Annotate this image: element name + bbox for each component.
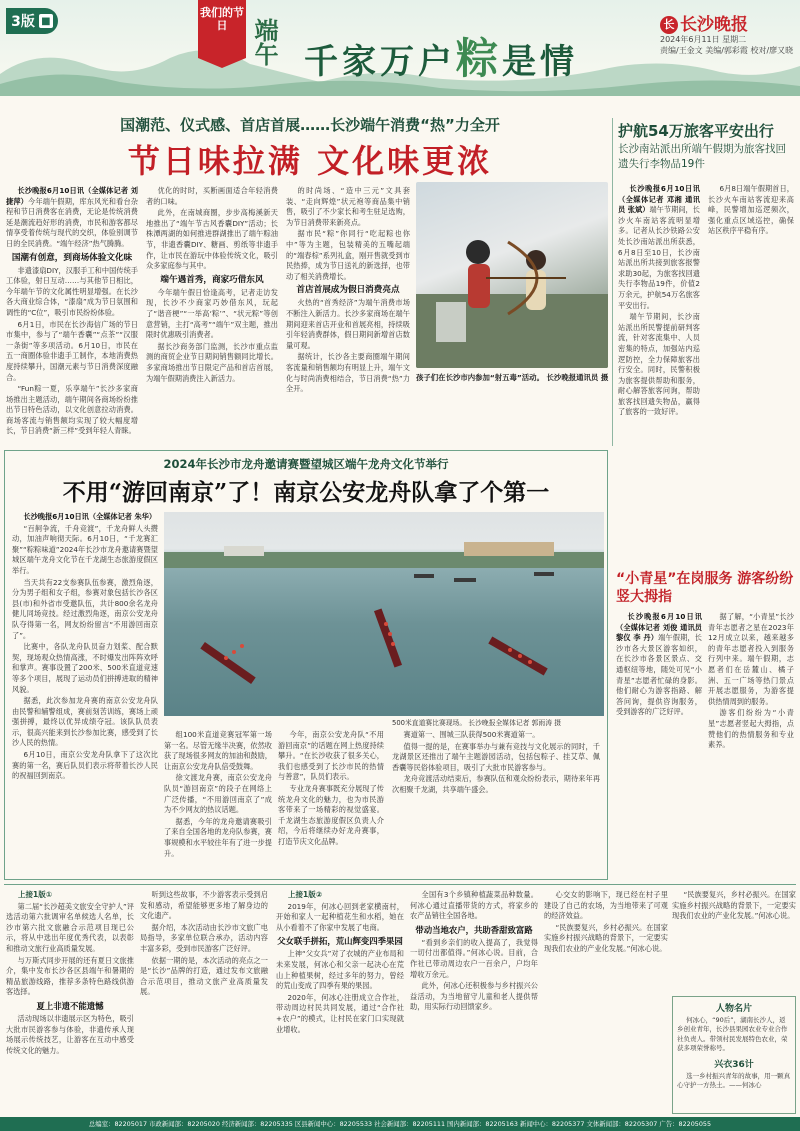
page-number-badge xyxy=(6,8,58,34)
story1-subhead-3: 首店首展成为假日消费亮点 xyxy=(296,285,400,296)
page-number: 3版 xyxy=(11,14,35,30)
festival-tag: 我们的节日 xyxy=(198,0,246,58)
masthead xyxy=(0,0,800,96)
right-story2-column-1 xyxy=(616,612,702,878)
story1-paragraph: 据统计，长沙各主要商圈端午期间客流量和销售额均有明显上升，端午文化与时尚消费相结合，节日消费“热”力全开。 xyxy=(286,352,410,394)
bottom-paragraph: “民族要复兴，乡村必振兴。在国家实施乡村振兴战略的背景下，一定要实现我们农业的产业化发展。”何冰心说。 xyxy=(672,890,796,921)
newspaper-logo xyxy=(660,10,748,35)
bottom-paragraph: 上神“父女兵”对了衣城的产业布局和未来发展，何冰心和父亲一起决心在荒山上种植果树，经过多年的努力，曾经的荒山变成了四季有果的果园。 xyxy=(276,949,404,991)
right-story1-paragraph: 端午节期间，长沙火车南站客流明显增多。记者从长沙铁路公安处长沙南站派出所获悉，6月8日至10日，长沙南站派出所共接到旅客报警求助30起，为旅客找回遗失行李物品19件，价值2万余元，护航54万名旅客平安出行。 xyxy=(618,205,700,310)
bottom-paragraph: 全国有3个乡镇种植蔬菜品种数量。何冰心通过直播带货的方式，将家乡的农产品销往全国各地。 xyxy=(410,890,538,921)
dragon-dateline: 长沙晚报6月10日讯（全媒体记者 朱华） xyxy=(23,512,157,521)
profile-text: 何冰心，“90后”，湖南长沙人，返乡创业青年，长沙县果园农业专业合作社负责人。带领村民发展特色农业，荣获多项荣誉称号。 xyxy=(677,1016,788,1053)
banner-title-c: 是情 xyxy=(502,42,579,82)
bottom-subhead: 夏上非遗不能遗憾 xyxy=(36,1000,104,1011)
bottom-paragraph: 据介绍，本次活动由长沙市文旅广电局指导，多家单位联合承办，活动内容丰富多彩，受到市民游客广泛好评。 xyxy=(140,922,268,953)
story1-paragraph: 据长沙商务部门监测，长沙市重点监测的商贸企业节日期间销售额同比增长。多家商场推出节日限定产品和首店首展，为端午假期消费注入新活力。 xyxy=(146,341,278,383)
dragon-photo-caption: 500米直道赛比赛现场。 长沙晚报全媒体记者 郭雨涛 摄 xyxy=(392,719,561,727)
dragon-paragraph: 当天共有22支参赛队伍参赛，激烈角逐，分为男子组和女子组，参赛对象包括长沙各区县(市)和外省市受邀队伍，共计800余名龙舟健儿同场竞技。经过激烈角逐，南京公安龙舟队夺得第一名，网友纷纷留言“不用游回南京了”。 xyxy=(12,577,158,640)
column-divider xyxy=(612,118,613,446)
story1-paragraph: 火热的“首秀经济”为端午消费市场不断注入新活力。长沙多家商场在端午期间迎来首店开业和首展亮相，持续吸引年轻消费群体，假日期间新增首店数量可观。 xyxy=(286,298,410,350)
bottom-column-3 xyxy=(276,890,404,1114)
children-archery-photo xyxy=(416,182,608,368)
right-story1-paragraph: 端午节期间，长沙南站派出所民警提前研判客流，针对客流集中、人员密集的特点，加强站内巡逻防控，全力保障旅客出行安全。同时，民警积极为旅客提供帮助和服务，耐心解答旅客问询，帮助旅客找回遗失物品，赢得了旅客的一致好评。 xyxy=(618,312,700,417)
dragon-boat-race-photo xyxy=(164,512,604,716)
photo-caption: 孩子们在长沙市内参加“射五毒”活动。 长沙晚报通讯员 摄 xyxy=(416,373,609,382)
story1-paragraph: 优化的时时，买断画面适合年轻消费者的口味。 xyxy=(146,186,278,206)
bottom-paragraph: 活动现场以非遗展示区为特色，吸引大批市民游客参与体验，非遗传承人现场展示传统技艺，让游客在互动中感受传统文化的魅力。 xyxy=(6,1013,134,1055)
dragon-paragraph: “百舸争流，千舟竞渡”，千龙舟鲜人头攒动，加油声响彻天际。6月10日，“千龙赛汇聚”“粽粽味道”2024年长沙市龙舟邀请赛暨望城区端午龙舟文化节在千龙湖生态旅游度假区举行。 xyxy=(12,523,158,575)
story1-dateline: 长沙晚报6月10日讯（全媒体记者 刘捷萍） xyxy=(6,186,138,206)
right-story1-subheadline: 长沙南站派出所端午假期为旅客找回遗失行李物品19件 xyxy=(618,143,786,170)
right-story2-paragraph: 端午假期，长沙市各大景区游客如织，在长沙市各景区景点、交通枢纽等地，随处可见“小青星”志愿者忙碌的身影。他们耐心为游客指路、解答问询，提供咨询服务，受到游客的广泛好评。 xyxy=(616,633,702,717)
dragon-paragraph: 龙舟竞渡活动结束后，参赛队伍和观众纷纷表示，期待来年再次相聚千龙湖，共享端午盛会。 xyxy=(392,774,600,794)
dragon-paragraph: 徐文渡龙舟赛，南京公安龙舟队员“游回南京”的段子在网络上广泛传播，“不用游回南京了”成为不少网友的热议话题。 xyxy=(164,773,272,815)
page-square-icon: ■ xyxy=(39,14,53,28)
bottom-paragraph: 与万斯式同步开展的还有夏日文旅推介，集中发布长沙各区县端午和暑期的精品旅游线路，推荐多条特色路线供游客选择。 xyxy=(6,955,134,997)
right-story1-column-1 xyxy=(618,184,700,556)
section-banner-title xyxy=(304,26,578,86)
right-story2-paragraph: 游客们纷纷为“小青星”志愿者竖起大拇指，点赞他们的热情服务和专业素养。 xyxy=(708,708,794,750)
profile-box xyxy=(672,996,796,1114)
dragon-paragraph: 专业龙舟赛事既充分展现了传统龙舟文化的魅力，也为市民游客带来了一场精彩的视觉盛宴。千龙湖生态旅游度假区负责人介绍，今后将继续办好龙舟赛事，打造节庆文化品牌。 xyxy=(278,783,384,846)
bottom-paragraph: “看到乡亲们的收入提高了，我觉得一切付出都值得。”何冰心说。目前，合作社已带动周边农户一百余户，户均年增收万余元。 xyxy=(410,937,538,979)
story1-column-1 xyxy=(6,186,138,448)
dragon-story-column-1 xyxy=(12,512,158,876)
duanwu-calligraphy: 端午 xyxy=(250,18,279,66)
profile2-title: 兴衣36计 xyxy=(714,1059,754,1070)
dragon-story-column-4 xyxy=(392,730,600,876)
bottom-subhead: 父女联手拼拓，荒山辉变四季果园 xyxy=(277,936,403,947)
banner-title-b: 粽 xyxy=(456,34,503,83)
story1-paragraph: “Fun粽一夏，乐享端午”长沙多家商场推出主题活动，端午期间各商场纷纷推出节日特色活动，以文化创意拉动消费。商场客流与销售额均实现了较大幅度增长，节日消费“新三样”受到年轻人青睐。 xyxy=(6,384,138,436)
banner-title-a: 千家万户 xyxy=(304,42,456,82)
story1-paragraph: 的时尚场、“造中三元”文具套装、“走向辉煌”状元袍等商品集中销售，吸引了不少家长和考生驻足选购，为节日消费带来新亮点。 xyxy=(286,186,410,227)
story1-column-2 xyxy=(146,186,278,448)
story1-paragraph: 6月1日，市民在长沙海信广场的节日市集中，参与了“端午香囊”“点茶”“汉服一条街”等多项活动。6月10日，市民在五一商圈体验非遗手工制作，本地消费热度持续攀升，国潮元素与节日消费深度融合。 xyxy=(6,319,138,382)
right-story2-paragraph: 据了解，“小青星”长沙青年志愿者之星在2023年12月成立以来，越来越多的青年志愿者投入到服务行列中来。端午假期，志愿者们在岳麓山、橘子洲、五一广场等热门景点开展志愿服务，为游客提供热情周到的服务。 xyxy=(708,612,794,706)
story1-paragraph: 此外，在南城商圈，步步高梅溪新天地推出了“端午节古风香囊DIY”活动；长株潭两湖的如何推进群湖推出了端午粽油节，非遗香囊DIY、糖画、剪纸等非遗手作，让市民在游玩中体验传统文化，吸引众多家庭参与其中。 xyxy=(146,208,278,271)
dragon-paragraph: 比赛中，各队龙舟队员奋力划桨、配合默契，现场观众热情高涨，不时爆发出阵阵欢呼和掌声。赛事设置了200米、500米直道竞速等多个项目，展现了运动员们拼搏进取的精神风貌。 xyxy=(12,642,158,694)
right-story1-paragraph: 6月8日端午假期首日，长沙火车南站客流迎来高峰，民警增加巡逻频次，强化重点区域巡控，确保站区秩序平稳有序。 xyxy=(708,184,794,236)
story1-paragraph: 非遗漆扇DIY，汉服手工和中国传统手工体验，射日互动……与其他节日相比，今年端午节的文化属性明显增强。在长沙各大商业综合体，“漆扇”成为节日氛围和调性的“C位”，吸引市民纷纷体验。 xyxy=(6,265,138,317)
right-story1-column-2 xyxy=(708,184,794,556)
right-story2-headline: “小青星”在岗服务 游客纷纷竖大拇指 xyxy=(616,571,794,605)
dragon-story-kicker: 2024年长沙市龙舟邀请赛暨望城区端午龙舟文化节举行 xyxy=(163,457,449,471)
right-story2-dateline: 长沙晚报6月10日讯（全媒体记者 刘俊 通讯员 黎仪 李 丹） xyxy=(616,612,702,643)
story1-column-3 xyxy=(286,186,410,448)
issue-date: 2024年6月11日 星期二 xyxy=(660,35,747,44)
jump-tag-2: 上接1版② xyxy=(288,890,323,899)
dragon-paragraph: 6月10日，南京公安龙舟队拿下了这次比赛的第一名，赛后队员们表示将带着长沙人民的祝福回到南京。 xyxy=(12,750,158,781)
dragon-story-headline: 不用“游回南京”了！南京公安龙舟队拿了个第一 xyxy=(62,479,550,506)
bottom-paragraph: 听到这些故事，不少游客表示受到启发和感动，希望能够更多地了解身边的文化遗产。 xyxy=(140,890,268,921)
logo-mark-icon: 长 xyxy=(660,16,678,34)
bottom-column-6 xyxy=(672,890,796,990)
dragon-paragraph: 据悉，今年的龙舟邀请赛吸引了来自全国各地的龙舟队参赛，赛事规模和水平较往年有了进一步提升。 xyxy=(164,816,272,858)
bottom-paragraph: 依据一期的是，本次活动的亮点之一是“长沙”品牌的打造，通过发布文旅融合示范项目，推动文旅产业高质量发展。 xyxy=(140,955,268,997)
right-story1-dateline: 长沙晚报6月10日讯（全媒体记者 邓湘 通讯员 张斌） xyxy=(618,184,700,215)
dragon-paragraph: 赛道第一、围城三队获得500米赛道第一。 xyxy=(403,730,540,739)
dragon-paragraph: 值得一提的是，在赛事举办与兼有竞技与文化展示的同时，千龙湖景区还推出了端午主题游园活动，包括包粽子、挂艾草、佩香囊等民俗体验项目，吸引了大批市民游客参与。 xyxy=(392,741,600,772)
profile2-text: 选一乡村振兴青年的故事，用一颗真心守护一方热土。——何冰心 xyxy=(677,1071,791,1090)
story1-headline: 节日味拉满 文化味更浓 xyxy=(127,142,493,180)
dragon-story-column-3 xyxy=(278,730,384,876)
bottom-paragraph: 此外，何冰心还积极参与乡村振兴公益活动，为当地留守儿童和老人提供帮助，用实际行动回馈家乡。 xyxy=(410,981,538,1012)
bottom-paragraph: 2020年，何冰心注册成立合作社，带动周边村民共同发展，通过“合作社+农户”的模式，让村民在家门口实现就业增收。 xyxy=(276,992,404,1034)
bottom-paragraph: 心交女的影响下，现已经在村子里建设了自己的农场，为当地带来了可观的经济效益。 xyxy=(544,890,668,921)
profile-title: 人物名片 xyxy=(715,1004,752,1014)
story1-kicker: 国潮范、仪式感、首店首展……长沙端午消费“热”力全开 xyxy=(120,116,500,134)
story1-paragraph: 据市民“粽”你同行“吃起粽也你中”等为主题，包装精美的五嘴起端的“端春棕”系列礼盒，刚开售就受到市民热捧，成为节日送礼的新选择，也带动了相关消费增长。 xyxy=(286,229,410,281)
story1-subhead-1: 国潮有创意，到商场体验文化味 xyxy=(11,252,133,263)
dragon-paragraph: 组100米直道竞赛冠军第一场第一名。尽管无缘半决赛，依然收获了现场很多网友的加油和鼓励，让南京公安龙舟队倍受鼓舞。 xyxy=(164,730,272,771)
bottom-column-4 xyxy=(410,890,538,1114)
bottom-column-1 xyxy=(6,890,134,1114)
bottom-column-5 xyxy=(544,890,668,1114)
bottom-paragraph: 第二届“长沙超美文旅安全守护人”评选活动第六批调审名单候选人名单，长沙市第六批文旅融合示范项目现已公示，将从中选出年度优秀代表，以表彰和推动文旅行业高质量发展。 xyxy=(6,901,134,953)
page-footer: 总编室：82205017 市政新闻部：82205020 经济新闻部：82205335 区县新闻中心：82205533 社会新闻部：82205111 国内新闻部：82205163 新闻中心：82205377 文体新闻部：82205307 广告：82205055 xyxy=(0,1117,800,1131)
bottom-paragraph: “民族要复兴，乡村必振兴。在国家实施乡村振兴战略的背景下，一定要实现我们农业的产业化发展。”何冰心说。 xyxy=(544,922,668,953)
jump-tag-1: 上接1版① xyxy=(18,890,53,899)
story1-subhead-2: 端午遇首秀，商家巧借东风 xyxy=(160,274,264,285)
dragon-paragraph: 今年，南京公安龙舟队“不用游回南京”的话题在网上热度持续攀升。“在长沙收获了很多关心，我们也感受到了长沙市民的热情与善意”，队员们表示。 xyxy=(278,730,384,782)
editor-credits: 责编/王金文 美编/郭彩霞 校对/廖又晓 xyxy=(660,46,794,55)
story1-lead: 今年端午假期，库东风光和看台杂程和节日消费客在消费，无论是传统消费延是潮流趋好形的消费，市民和游客都尽情享受着传统与现代的交织，体验别调节日的全民消费。“端午经济”热气腾腾。 xyxy=(6,196,138,248)
logo-text: 长沙晚报 xyxy=(680,15,748,35)
right-story2-column-2 xyxy=(708,612,794,878)
publication-info xyxy=(660,34,794,56)
section-divider xyxy=(4,884,796,885)
bottom-subhead: 带动当地农户，共助香甜致富路 xyxy=(415,924,533,935)
bottom-paragraph: 2019年，何冰心回到老家横南村，开始和家人一起种植花生和水稻，她在从小看着不了你家中发展了电商。 xyxy=(276,901,404,932)
bottom-column-2 xyxy=(140,890,268,1114)
dragon-paragraph: 据悉，此次参加龙舟赛的南京公安龙舟队由民警和辅警组成，赛前刻苦训练，赛场上顽强拼搏，最终以优异成绩夺冠。该队队员表示，很高兴能来到长沙参加比赛，感受到了长沙人民的热情。 xyxy=(12,696,158,748)
dragon-story-column-2 xyxy=(164,730,272,876)
story1-paragraph: 今年端午假日恰逢高考，记者走访发现，长沙不少商家巧妙借东风，玩起了“谐音梗”“一举高‘粽’”、“状元粽”等创意营销，主打“高考”“端午”双主题，推出限时优惠吸引消费者。 xyxy=(146,287,278,340)
right-story1-headline: 护航54万旅客平安出行 xyxy=(618,122,774,140)
